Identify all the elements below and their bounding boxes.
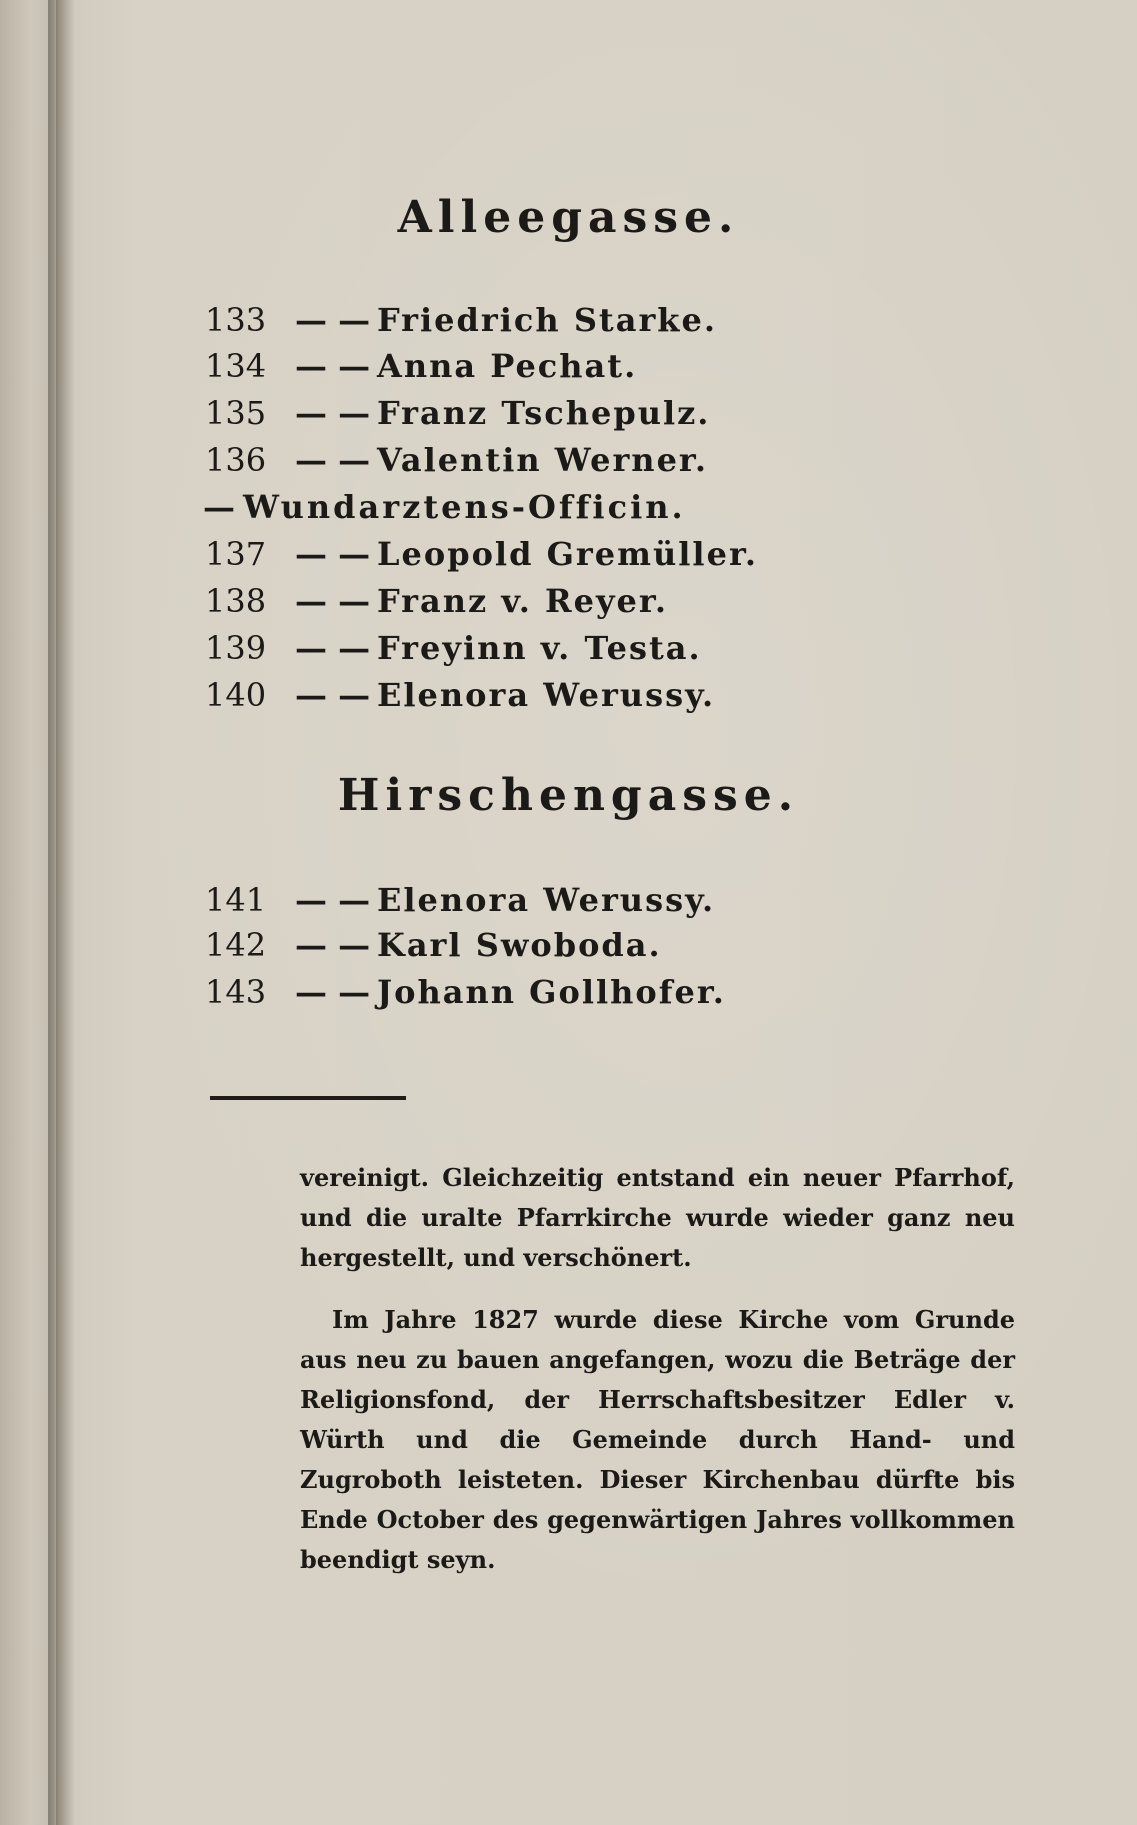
footnote-paragraph-1 [300,1158,1015,1278]
dash-separator: — — [295,535,371,573]
list-item [205,626,702,670]
section-heading-hirschengasse: Hirschengasse. [337,770,800,821]
dash-separator: — — [295,973,371,1011]
house-number: 134 [205,347,267,385]
house-number: 139 [205,629,267,667]
dash-separator: — — [295,347,371,385]
dash-separator: — — [295,441,371,479]
resident-name: Franz v. Reyer. [377,582,668,620]
house-number: 140 [205,676,267,714]
list-item [205,878,715,922]
dash-separator: — — [295,394,371,432]
resident-name: Freyinn v. Testa. [377,629,702,667]
dash-separator: — — [295,629,371,667]
resident-name: Johann Gollhofer. [377,973,726,1011]
dash-separator: — — [295,881,371,919]
house-number: 133 [205,301,267,339]
house-number: 138 [205,582,267,620]
house-number: 136 [205,441,267,479]
list-item-office [203,485,686,529]
list-item [205,970,726,1014]
section-heading-alleegasse: Alleegasse. [397,192,740,243]
page-gutter [48,0,56,1825]
resident-name: Leopold Gremüller. [377,535,758,573]
house-number: 137 [205,535,267,573]
list-item [205,298,717,342]
list-item [205,391,710,435]
resident-name: Franz Tschepulz. [377,394,711,432]
resident-name: Karl Swoboda. [377,926,662,964]
footnote-paragraph-2 [300,1300,1015,1580]
dash-separator: — — [295,301,371,339]
list-item [205,344,637,388]
list-item [205,579,668,623]
dash-separator: — [203,488,235,526]
office-name: Wundarztens-Officin. [243,488,686,526]
resident-name: Anna Pechat. [377,347,638,385]
house-number: 141 [205,881,267,919]
dash-separator: — — [295,926,371,964]
house-number: 135 [205,394,267,432]
resident-name: Friedrich Starke. [377,301,717,339]
footnote-text: vereinigt. Gleichzeitig entstand ein neuer Pfarrhof, und die uralte Pfarrkirche wurde wieder ganz neu hergestellt, und verschönert. [300,1163,1015,1272]
dash-separator: — — [295,582,371,620]
dash-separator: — — [295,676,371,714]
list-item [205,923,662,967]
house-number: 142 [205,926,267,964]
footnote-text: Im Jahre 1827 wurde diese Kirche vom Grunde aus neu zu bauen angefangen, wozu die Beträge der Religionsfond, der Herrschaftsbesitzer Edler v. Würth und die Gemeinde durch Hand- und Zugroboth leisteten. Dieser Kirchenbau dürfte bis Ende October des gegenwärtigen Jahres vollkommen beendigt seyn. [300,1305,1015,1574]
list-item [205,438,708,482]
house-number: 143 [205,973,267,1011]
list-item [205,673,715,717]
footnote-rule [210,1096,406,1100]
list-item [205,532,758,576]
resident-name: Valentin Werner. [377,441,708,479]
resident-name: Elenora Werussy. [377,881,716,919]
resident-name: Elenora Werussy. [377,676,716,714]
